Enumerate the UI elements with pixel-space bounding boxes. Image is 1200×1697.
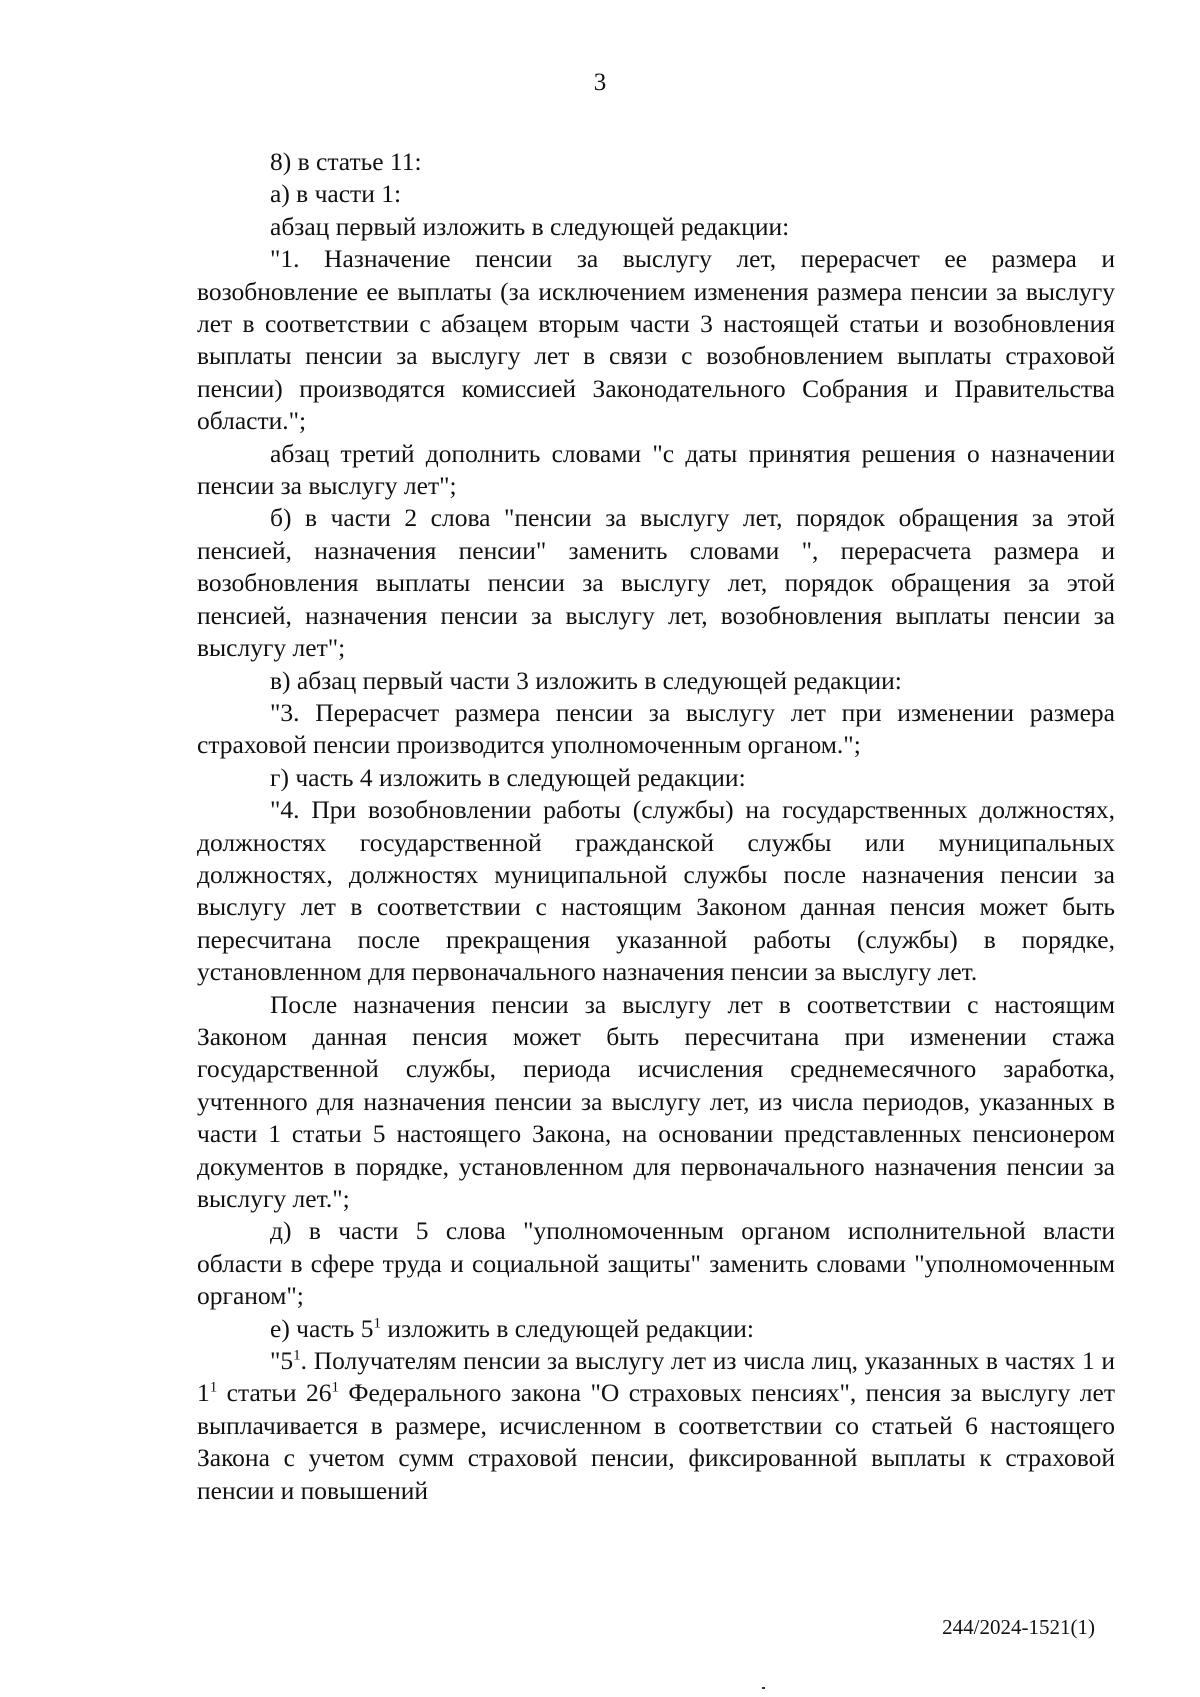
paragraph [197,1313,1115,1345]
document-code: 244/2024-1521(1) [942,1615,1095,1639]
paragraph: г) часть 4 изложить в следующей редакции: [270,762,746,792]
paragraph: "3. Перерасчет размера пенсии за выслугу лет при изменении размера страховой пенсии производится уполномоченным органом."; [197,697,1115,760]
paragraph: в) абзац первый части 3 изложить в следующей редакции: [270,665,902,695]
text-run: . Получателям пенсии за выслугу лет из числа лиц, указанных в частях 1 и 1 [197,1346,1115,1408]
paragraph: "4. При возобновлении работы (службы) на государственных должностях, должностях государственной гражданской службы или муниципальных должностях, должностях муниципальной службы после назначения пенсии за выслугу лет в соответствии с настоящим Законом данная пенсия может быть пересчитана после прекращения указанной работы (службы) в порядке, установленном для первоначального назначения пенсии за выслугу лет. [197,795,1115,987]
superscript: 1 [293,1347,301,1364]
text-run: "5 [270,1346,294,1376]
text-run: е) часть 5 [270,1313,374,1343]
superscript: 1 [373,1315,382,1332]
paragraph: 8) в статье 11: [270,147,422,176]
paragraph: После назначения пенсии за выслугу лет в соответствии с настоящим Законом данная пенсия может быть пересчитана при изменении стажа государственной службы, периода исчисления среднемесячного заработка, учтенного для назначения пенсии за выслугу лет, из числа периодов, указанных в части 1 статьи 5 настоящего Закона, на основании представленных пенсионером документов в порядке, установленном для первоначального назначения пенсии за выслугу лет."; [197,989,1115,1213]
paragraph: "1. Назначение пенсии за выслугу лет, перерасчет ее размера и возобновление ее выплаты (за исключением изменения размера пенсии за выслугу лет в соответствии с абзацем вторым части 3 настоящей статьи и возобновления выплаты пенсии за выслугу лет в связи с возобновлением выплаты страховой пенсии) производятся комиссией Законодательного Собрания и Правительства области."; [197,244,1115,436]
document-body [197,146,1115,1507]
paragraph: абзац первый изложить в следующей редакции: [270,211,790,241]
paragraph [197,1345,1115,1507]
text-run: Федерального закона "О страховых пенсиях", пенсия за выслугу лет выплачивается в размере, исчисленном в соответствии со статьей 6 настоящего Закона с учетом сумм страховой пенсии, фиксированной выплаты к страховой пенсии и повышений [197,1378,1115,1505]
scan-speck [762,1687,765,1689]
text-run: изложить в следующей редакции: [381,1313,755,1343]
paragraph: д) в части 5 слова "уполномоченным органом исполнительной власти области в сфере труда и социальной защиты" заменить словами "уполномоченным органом"; [197,1216,1115,1311]
paragraph: а) в части 1: [270,179,402,209]
superscript: 1 [331,1379,339,1396]
paragraph: б) в части 2 слова "пенсии за выслугу лет, порядок обращения за этой пенсией, назначения пенсии" заменить словами ", перерасчета размера и возобновления выплаты пенсии за выслугу лет, порядок обращения за этой пенсией, назначения пенсии за выслугу лет, возобновления выплаты пенсии за выслугу лет"; [197,503,1115,663]
superscript: 1 [209,1379,218,1396]
text-run: статьи 26 [217,1378,332,1408]
page-number: 3 [593,69,607,96]
paragraph: абзац третий дополнить словами "с даты принятия решения о назначении пенсии за выслугу лет"; [197,438,1115,501]
